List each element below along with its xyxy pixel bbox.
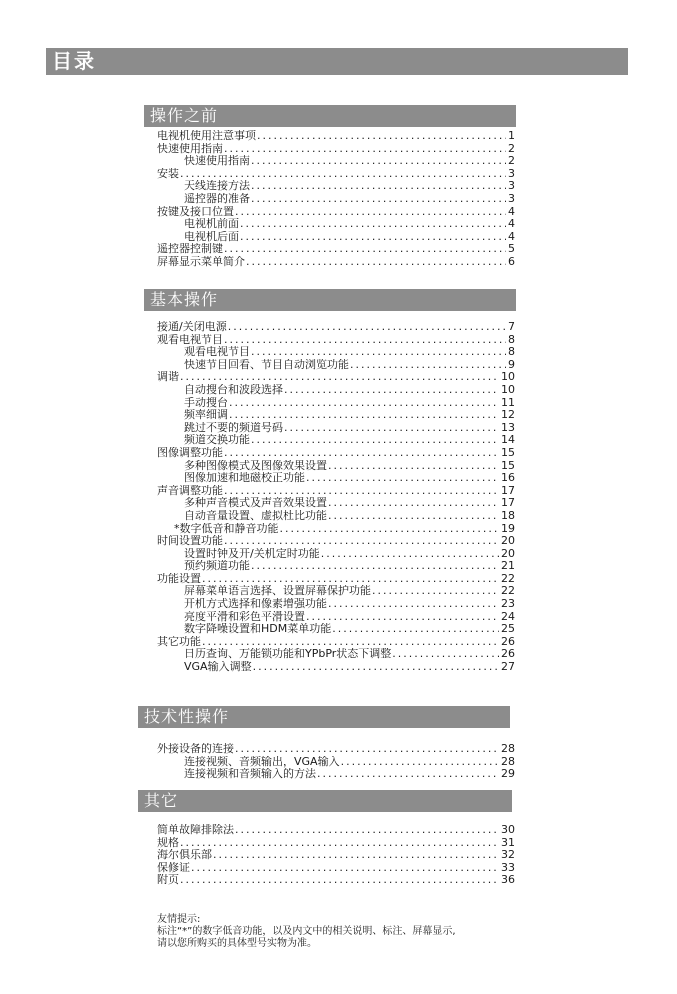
toc-entry[interactable]: 规格 ..... 31 (157, 837, 515, 850)
toc-entry[interactable]: 屏幕菜单语言选择、设置屏幕保护功能 ..... 22 (157, 585, 515, 598)
toc-entry[interactable]: 调谐 ..... 10 (157, 371, 515, 384)
toc-entry[interactable]: 频率细调 ..... 12 (157, 409, 515, 422)
dot-leader (328, 460, 499, 473)
dot-leader (306, 472, 499, 485)
dot-leader (224, 447, 499, 460)
dot-leader (180, 874, 499, 887)
toc-entry[interactable]: 电视机后面 ..... 4 (157, 231, 515, 244)
toc-entry[interactable]: 遥控器控制键 ..... 5 (157, 243, 515, 256)
toc-entry[interactable]: 预约频道功能 ..... 21 (157, 560, 515, 573)
toc-entry[interactable]: 手动搜台 ..... 11 (157, 397, 515, 410)
toc-entry[interactable]: 频道交换功能 ..... 14 (157, 434, 515, 447)
dot-leader (235, 743, 499, 756)
dot-leader (224, 243, 506, 256)
dot-leader (341, 756, 499, 769)
note-line-1: 标注“*”的数字低音功能，以及内文中的相关说明、标注、屏幕显示, (157, 926, 456, 937)
toc-entry[interactable]: 自动搜台和波段选择 ..... 10 (157, 384, 515, 397)
dot-leader (213, 849, 499, 862)
dot-leader (280, 523, 500, 536)
section-heading-technical-operation: 技术性操作 (138, 706, 510, 728)
friendly-note (157, 914, 456, 950)
toc-entry[interactable]: 多种图像模式及图像效果设置 ..... 15 (157, 460, 515, 473)
section-heading-others: 其它 (138, 790, 512, 812)
toc-entry[interactable]: 图像调整功能 ..... 15 (157, 447, 515, 460)
toc-list-basic-operation (157, 321, 515, 674)
toc-entry[interactable]: 海尔俱乐部 ..... 32 (157, 849, 515, 862)
dot-leader (284, 384, 499, 397)
dot-leader (224, 334, 506, 347)
toc-entry[interactable]: 快速使用指南 ..... 2 (157, 143, 515, 156)
toc-entry[interactable]: 天线连接方法 ..... 3 (157, 180, 515, 193)
dot-leader (224, 143, 506, 156)
toc-entry[interactable]: *数字低音和静音功能 ..... 19 (157, 523, 515, 536)
toc-entry[interactable]: 声音调整功能 ..... 17 (157, 485, 515, 498)
toc-entry[interactable]: 开机方式选择和像素增强功能 ..... 23 (157, 598, 515, 611)
toc-entry[interactable]: 亮度平滑和彩色平滑设置 ..... 24 (157, 611, 515, 624)
dot-leader (332, 623, 499, 636)
dot-leader (180, 837, 499, 850)
dot-leader (251, 193, 506, 206)
dot-leader (229, 409, 499, 422)
dot-leader (284, 422, 499, 435)
dot-leader (328, 598, 499, 611)
dot-leader (321, 548, 499, 561)
dot-leader (251, 155, 506, 168)
toc-entry[interactable]: 快速使用指南 ..... 2 (157, 155, 515, 168)
toc-entry[interactable]: 数字降噪设置和HDM菜单功能 ..... 25 (157, 623, 515, 636)
toc-entry[interactable]: 安装 ..... 3 (157, 168, 515, 181)
dot-leader (180, 168, 506, 181)
toc-entry[interactable]: 简单故障排除法 ..... 30 (157, 824, 515, 837)
toc-entry[interactable]: 跳过不要的频道号码 ..... 13 (157, 422, 515, 435)
dot-leader (251, 346, 506, 359)
toc-entry[interactable]: VGA输入调整 ..... 27 (157, 661, 515, 674)
toc-entry[interactable]: 设置时钟及开/关机定时功能 ..... 20 (157, 548, 515, 561)
section-heading-basic-operation: 基本操作 (144, 289, 516, 311)
dot-leader (202, 636, 499, 649)
dot-leader (257, 130, 506, 143)
toc-entry[interactable]: 多种声音模式及声音效果设置 ..... 17 (157, 497, 515, 510)
toc-entry[interactable]: 其它功能 ..... 26 (157, 636, 515, 649)
toc-entry[interactable]: 连接视频和音频输入的方法 ..... 29 (157, 768, 515, 781)
toc-list-others (157, 824, 515, 887)
toc-entry[interactable]: 图像加速和地磁校正功能 ..... 16 (157, 472, 515, 485)
toc-list-technical-operation (157, 743, 515, 781)
toc-entry[interactable]: 按键及接口位置 ..... 4 (157, 206, 515, 219)
dot-leader (240, 231, 506, 244)
dot-leader (251, 434, 499, 447)
toc-entry[interactable]: 电视机使用注意事项 ..... 1 (157, 130, 515, 143)
dot-leader (228, 321, 506, 334)
dot-leader (202, 573, 499, 586)
dot-leader (240, 218, 506, 231)
toc-entry[interactable]: 连接视频、音频输出，VGA输入 ..... 28 (157, 756, 515, 769)
note-title: 友情提示: (157, 914, 201, 925)
dot-leader (253, 661, 499, 674)
toc-entry[interactable]: 观看电视节目 ..... 8 (157, 346, 515, 359)
dot-leader (251, 560, 499, 573)
dot-leader (251, 180, 506, 193)
note-line-2: 请以您所购买的具体型号实物为准。 (157, 938, 317, 949)
dot-leader (229, 397, 499, 410)
dot-leader (350, 359, 506, 372)
dot-leader (224, 485, 499, 498)
toc-entry[interactable]: 自动音量设置、虚拟杜比功能 ..... 18 (157, 510, 515, 523)
toc-entry[interactable]: 附页 ..... 36 (157, 874, 515, 887)
dot-leader (306, 611, 499, 624)
dot-leader (235, 824, 499, 837)
toc-entry[interactable]: 观看电视节目 ..... 8 (157, 334, 515, 347)
dot-leader (372, 585, 499, 598)
toc-entry[interactable]: 电视机前面 ..... 4 (157, 218, 515, 231)
dot-leader (328, 510, 499, 523)
page-title: 目录 (46, 48, 628, 75)
toc-entry[interactable]: 遥控器的准备 ..... 3 (157, 193, 515, 206)
dot-leader (328, 497, 499, 510)
toc-entry[interactable]: 日历查询、万能锁功能和YPbPr状态下调整 ..... 26 (157, 648, 515, 661)
toc-entry[interactable]: 屏幕显示菜单简介 ..... 6 (157, 256, 515, 269)
dot-leader (180, 371, 499, 384)
toc-entry[interactable]: 接通/关闭电源 ..... 7 (157, 321, 515, 334)
toc-entry[interactable]: 时间设置功能 ..... 20 (157, 535, 515, 548)
dot-leader (246, 256, 506, 269)
toc-entry[interactable]: 功能设置 ..... 22 (157, 573, 515, 586)
dot-leader (235, 206, 506, 219)
section-heading-before-operation: 操作之前 (144, 105, 516, 127)
toc-entry[interactable]: 快速节目回看、节目自动浏览功能 ..... 9 (157, 359, 515, 372)
toc-list-before-operation (157, 130, 515, 269)
dot-leader (191, 862, 499, 875)
toc-entry[interactable]: 保修证 ..... 33 (157, 862, 515, 875)
dot-leader (392, 648, 499, 661)
dot-leader (224, 535, 499, 548)
toc-entry[interactable]: 外接设备的连接 ..... 28 (157, 743, 515, 756)
dot-leader (317, 768, 499, 781)
